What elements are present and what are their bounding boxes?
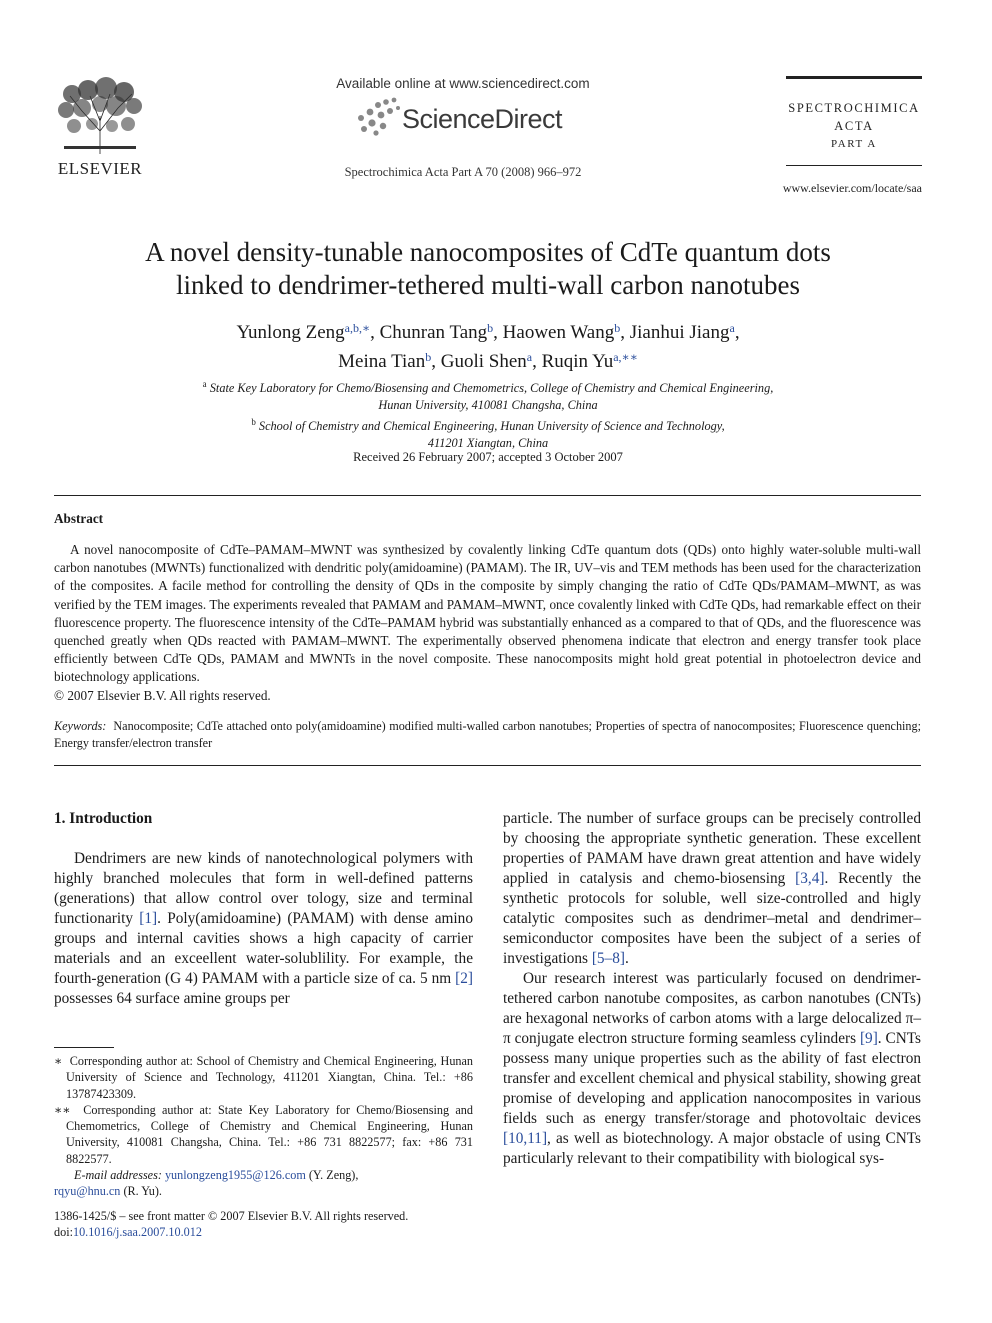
journal-masthead (786, 76, 922, 166)
author-affil-mark[interactable]: a,b,∗ (344, 321, 371, 335)
footnote-1-mark: ∗ (54, 1054, 63, 1068)
footnote-2: ∗∗ Corresponding author at: State Key Laboratory for Chemo/Biosensing and Chemometrics, College of Chemistry and Chemical Engineering, Hunan University, 410081 Changsha, China. Tel.: +86 731 8822577; fax: +86 731 8822577. (54, 1102, 473, 1166)
email-link-yu[interactable]: rqyu@hnu.cn (54, 1184, 121, 1199)
email-link-zeng[interactable]: yunlongzeng1955@126.com (164, 1168, 306, 1183)
journal-name-line1: SPECTROCHIMICA (788, 101, 920, 115)
article-identifiers (54, 1208, 408, 1241)
abstract-copyright: © 2007 Elsevier B.V. All rights reserved. (54, 687, 271, 703)
affil-b-line1: School of Chemistry and Chemical Engineering, Hunan University of Science and Technology, (258, 419, 725, 434)
doi-link[interactable]: 10.1016/j.saa.2007.10.012 (72, 1225, 202, 1240)
citation-link[interactable]: [5–8] (591, 950, 625, 967)
available-online-text: Available online at www.sciencedirect.com (336, 76, 590, 91)
abstract-paragraph: A novel nanocomposite of CdTe–PAMAM–MWNT was synthesized by covalently linking CdTe quantum dots (QDs) onto highly water-soluble multi-wall carbon nanotubes (MWNTs) functionalized with dendritic poly(amidoamine) (PAMAM). The IR, UV–vis and TEM methods has been used for the characterization of the composites. A facile method for controlling the density of QDs in the composite by simply changing the ratio of CdTe QDs/PAMAM–MWNT, as was verified by the TEM images. The experiments revealed that PAMAM and PAMAM–MWNT, once covalently linked with CdTe QDs, had remarkable effect on their fluorescence property. The fluorescence intensity of the CdTe–PAMAM hybrid was substantially enhanced as a compared to that of QDs, and the fluorescence was quenched greatly when QDs reacted with PAMAM–MWNT. The experimentally observed phenomena indicate that electron and energy transfer took place efficiently between CdTe QDs, PAMAM and MWNTs in the novel composite. These nanocomposits might hold great potential in photoelectron device and biotechnology applications. (54, 542, 921, 685)
doi-line: doi:10.1016/j.saa.2007.10.012 (54, 1225, 202, 1240)
author-line2 (80, 345, 896, 374)
keywords (54, 718, 921, 751)
column-left (54, 849, 473, 1009)
affil-a-line1: State Key Laboratory for Chemo/Biosensing and Chemometrics, College of Chemistry and Chemical Engineering, (209, 381, 774, 396)
divider-top (54, 495, 921, 496)
affiliation-a (100, 376, 876, 397)
author-separator: , (532, 351, 542, 372)
citation-link[interactable]: [9] (859, 1030, 878, 1047)
author-affil-mark[interactable]: a,∗∗ (613, 350, 638, 364)
footnote-emails-2: rqyu@hnu.cn (R. Yu). (54, 1184, 162, 1199)
author-line1 (80, 316, 896, 345)
intro-paragraph-1-continued: particle. The number of surface groups can be precisely controlled by choosing the appropriate synthetic generation. These excellent properties of PAMAM have drawn great attention and have widely applied in catalysis and chemo-biosensing [3,4]. Recently the synthetic protocols for soluble, well size-controlled and higly catalytic composites such as dendrimer–metal and dendrimer–semiconductor composites have been the subject of a series of investigations [5–8]. (503, 810, 922, 967)
article-title (60, 236, 916, 302)
author-affil-mark[interactable]: b (487, 321, 494, 335)
divider-bottom (54, 765, 921, 766)
journal-name-line3: PART A (831, 138, 877, 150)
section-heading-introduction: 1. Introduction (54, 810, 153, 827)
author-name: Ruqin Yu (541, 351, 614, 372)
footnote-2-mark: ∗∗ (54, 1102, 71, 1117)
affil-a-mark: a (202, 379, 207, 389)
affil-b-mark: b (251, 417, 256, 428)
author-list (80, 316, 896, 374)
author-separator: , (620, 322, 630, 343)
affiliation-b (100, 414, 876, 435)
journal-url-link[interactable]: www.elsevier.com/locate/saa (782, 181, 922, 195)
affil-a-line2: Hunan University, 410081 Changsha, China (378, 398, 598, 413)
elsevier-tree-icon (52, 76, 148, 178)
column-right (503, 809, 921, 1169)
email-label: E-mail addresses: (74, 1168, 162, 1183)
elsevier-logo (52, 76, 148, 178)
abstract-heading: Abstract (54, 511, 104, 526)
author-affil-mark[interactable]: a (729, 321, 735, 335)
footnote-1: ∗ Corresponding author at: School of Chemistry and Chemical Engineering, Hunan University of Science and Technology, 411201 Xiangtan, China. Tel.: +86 13787423309. (54, 1054, 474, 1101)
author-name: Jianhui Jiang (629, 322, 730, 343)
footnote-rule (54, 1047, 114, 1048)
intro-paragraph-1: Dendrimers are new kinds of nanotechnological polymers with highly branched molecules that form in well-defined patterns (generations) that allow control over tology, size and terminal functionarity [1]. Poly(amidoamine) (PAMAM) with dense amino groups and internal cavities shows a high capacity of carrier materials and an exceellent water-solublility. For example, the fourth-generation (G 4) PAMAM with a particle size of ca. 5 nm [2] possesses 64 surface amine groups per (54, 850, 473, 1007)
author-name: Chunran Tang (379, 322, 488, 343)
title-line2: linked to dendrimer-tethered multi-wall carbon nanotubes (175, 270, 800, 300)
received-dates: Received 26 February 2007; accepted 3 October 2007 (353, 450, 623, 464)
keywords-list: Nanocomposite; CdTe attached onto poly(amidoamine) modified multi-walled carbon nanotubes; Properties of spectra of nanocomposites; Fluorescence quenching; Energy transfer/electron transfer (54, 719, 922, 750)
affil-b-line2: 411201 Xiangtan, China (427, 436, 549, 451)
author-affil-mark[interactable]: a (526, 350, 533, 364)
journal-citation: Spectrochimica Acta Part A 70 (2008) 966–972 (344, 165, 582, 179)
journal-name-line2: ACTA (834, 119, 874, 133)
abstract-body (54, 541, 921, 705)
author-name: Guoli Shen (440, 351, 527, 372)
author-name: Haowen Wang (502, 322, 615, 343)
author-separator: , (370, 322, 380, 343)
author-separator: , (493, 322, 503, 343)
citation-link[interactable]: [3,4] (795, 870, 825, 887)
author-affil-mark[interactable]: b (425, 350, 432, 364)
sciencedirect-wordmark: ScienceDirect (402, 104, 563, 134)
author-affil-mark[interactable]: b (614, 321, 621, 335)
publisher-name: ELSEVIER (57, 159, 143, 178)
author-separator: , (734, 322, 740, 343)
citation-link[interactable]: [2] (455, 970, 473, 987)
author-name: Meina Tian (338, 351, 426, 372)
title-line1: A novel density-tunable nanocomposites of CdTe quantum dots (145, 237, 831, 267)
citation-link[interactable]: [1] (139, 910, 158, 927)
keywords-label: Keywords: (54, 719, 107, 733)
issn-line: 1386-1425/$ – see front matter © 2007 Elsevier B.V. All rights reserved. (54, 1209, 409, 1223)
citation-link[interactable]: [10,11] (503, 1130, 548, 1147)
intro-paragraph-2: Our research interest was particularly focused on dendrimer-tethered carbon nanotube composites, as carbon nanotubes (CNTs) are hexagonal networks of carbon atoms with a large delocalized π–π conjugate electron structure forming seamless cylinders [9]. CNTs possess many unique properties such as the ability of fast electron transfer and excellent chemical and physical stability, showing great promise of developing and application nanocomposites in various fields such as energy transfer/storage and photovoltaic devices [10,11], as well as biotechnology. A major obstacle of using CNTs particularly relevant to their compatibility with biological sys- (503, 970, 921, 1167)
masthead-rule-bottom (786, 165, 922, 166)
footnote-emails: E-mail addresses: yunlongzeng1955@126.com (Y. Zeng), (74, 1168, 359, 1183)
footnotes (54, 1053, 473, 1200)
sciencedirect-dots-icon (352, 96, 404, 138)
author-name: Yunlong Zeng (236, 322, 345, 343)
masthead-rule-top (786, 76, 922, 79)
author-separator: , (431, 351, 441, 372)
affiliations (100, 376, 876, 452)
